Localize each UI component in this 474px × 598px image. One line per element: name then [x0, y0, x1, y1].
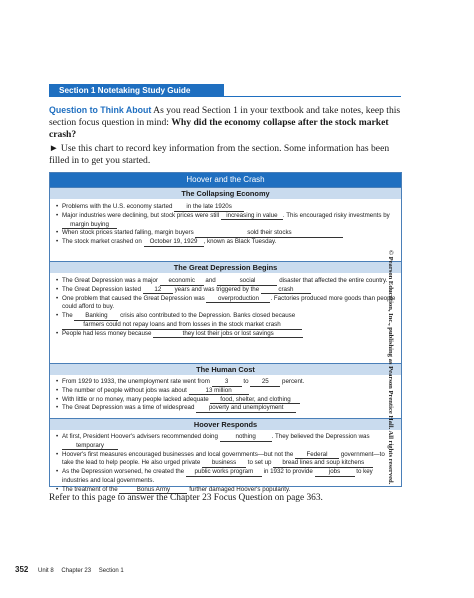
section-label: Section 1	[98, 568, 124, 574]
answer-blank[interactable]: 13 million	[189, 387, 249, 396]
page-number: 352	[15, 565, 29, 574]
answer-blank[interactable]: poverty and unemployment	[196, 404, 296, 413]
section-list-collapsing	[56, 203, 396, 247]
answer-blank[interactable]: margin buying	[62, 221, 117, 230]
list-item: • The Great Depression was a time of widespread poverty and unemployment	[56, 404, 396, 413]
section-heading-depression: The Great Depression Begins	[50, 261, 401, 273]
list-item: • The Great Depression lasted 12 years and was triggered by the crash	[56, 286, 396, 295]
list-item: • People had less money because they lost their jobs or lost savings	[56, 330, 396, 339]
answer-blank[interactable]: food, shelter, and clothing	[210, 396, 300, 405]
answer-blank[interactable]: Bonus Army	[119, 486, 187, 495]
answer-blank[interactable]: 3	[212, 378, 242, 387]
section-list-hoover	[56, 433, 396, 495]
section-heading-human-cost: The Human Cost	[50, 363, 401, 375]
answer-blank[interactable]: crash	[261, 286, 311, 295]
section-heading-collapsing: The Collapsing Economy	[50, 187, 401, 199]
list-item: • At first, President Hoover's advisers recommended doing nothing . They believed the Depression was temporary	[56, 433, 396, 451]
answer-blank[interactable]: jobs	[315, 468, 355, 477]
list-item: • The Banking crisis also contributed to the Depression. Banks closed because farmers could not repay loans and from losses in the stock market crash	[56, 312, 396, 330]
page-footer	[15, 565, 130, 574]
answer-blank[interactable]: business	[202, 459, 246, 468]
answer-blank[interactable]: they lost their jobs or lost savings	[153, 330, 303, 339]
answer-blank[interactable]: Federal	[295, 451, 339, 460]
list-item: • The number of people without jobs was about 13 million	[56, 387, 396, 396]
list-item: • The Great Depression was a major economic and social disaster that affected the entire country.	[56, 277, 396, 286]
instruction-text: ► Use this chart to record key information from the section. Some information has been filled in to get you started.	[49, 143, 390, 167]
answer-blank[interactable]: farmers could not repay loans and from losses in the stock market crash	[62, 321, 302, 330]
guide-title: Section 1 Notetaking Study Guide	[59, 86, 191, 95]
answer-blank[interactable]: economic	[160, 277, 204, 286]
notetaking-chart	[49, 172, 402, 493]
focus-question	[49, 104, 403, 142]
answer-blank[interactable]: bread lines and soup kitchens	[273, 459, 373, 468]
answer-blank[interactable]: sold their stocks	[195, 229, 343, 238]
list-item: • Problems with the U.S. economy started in the late 1920s	[56, 203, 396, 212]
question-label: Question to Think About	[49, 105, 152, 115]
list-item: • Major industries were declining, but stock prices were still increasing in value . This encouraged risky investments by margin buying	[56, 212, 396, 230]
question-bold: Why did the economy collapse after the stock market crash?	[49, 117, 389, 141]
list-item: • One problem that caused the Great Depression was overproduction . Factories produced more goods than people could afford to buy.	[56, 295, 396, 313]
answer-blank[interactable]: social	[217, 277, 277, 286]
answer-blank[interactable]: Banking	[74, 312, 118, 321]
footer-note: Refer to this page to answer the Chapter 23 Focus Question on page 363.	[49, 493, 323, 503]
answer-blank[interactable]: public works program	[186, 468, 262, 477]
list-item: • As the Depression worsened, he created the public works program in 1932 to provide jobs to key industries and local governments.	[56, 468, 396, 486]
answer-blank[interactable]: temporary	[62, 442, 118, 451]
list-item: • With little or no money, many people lacked adequate food, shelter, and clothing	[56, 396, 396, 405]
section-list-human-cost	[56, 378, 396, 413]
section-heading-hoover: Hoover Responds	[50, 418, 401, 430]
answer-blank[interactable]: in the late 1920s	[174, 203, 244, 212]
list-item: • When stock prices started falling, margin buyers sold their stocks	[56, 229, 396, 238]
unit-label: Unit 8	[38, 568, 54, 574]
list-item: • From 1929 to 1933, the unemployment rate went from 3 to 25 percent.	[56, 378, 396, 387]
answer-blank[interactable]: increasing in value	[221, 212, 283, 221]
chart-title: Hoover and the Crash	[50, 173, 401, 187]
answer-blank[interactable]: October 19, 1929	[144, 238, 204, 247]
answer-blank[interactable]: 25	[250, 378, 280, 387]
list-item: • The stock market crashed on October 19, 1929 , known as Black Tuesday.	[56, 238, 396, 247]
answer-blank[interactable]: overproduction	[206, 295, 270, 304]
list-item: • Hoover's first measures encouraged businesses and local governments—but not the Federal government—to take the lead to help people. He also urged private business to set up bread lines and soup kitchens	[56, 451, 396, 469]
list-item: • The treatment of the Bonus Army further damaged Hoover's popularity.	[56, 486, 396, 495]
chapter-label: Chapter 23	[61, 568, 92, 574]
copyright-notice: © Pearson Education, Inc., publishing as Pearson Prentice Hall. All rights reserved.	[387, 250, 394, 485]
header-rule	[49, 96, 401, 97]
question-text: As you read Section 1 in your textbook and take notes, keep this section focus question in mind:	[49, 105, 401, 129]
answer-blank[interactable]: nothing	[220, 433, 272, 442]
section-list-depression	[56, 277, 396, 339]
answer-blank[interactable]: 12	[143, 286, 173, 295]
